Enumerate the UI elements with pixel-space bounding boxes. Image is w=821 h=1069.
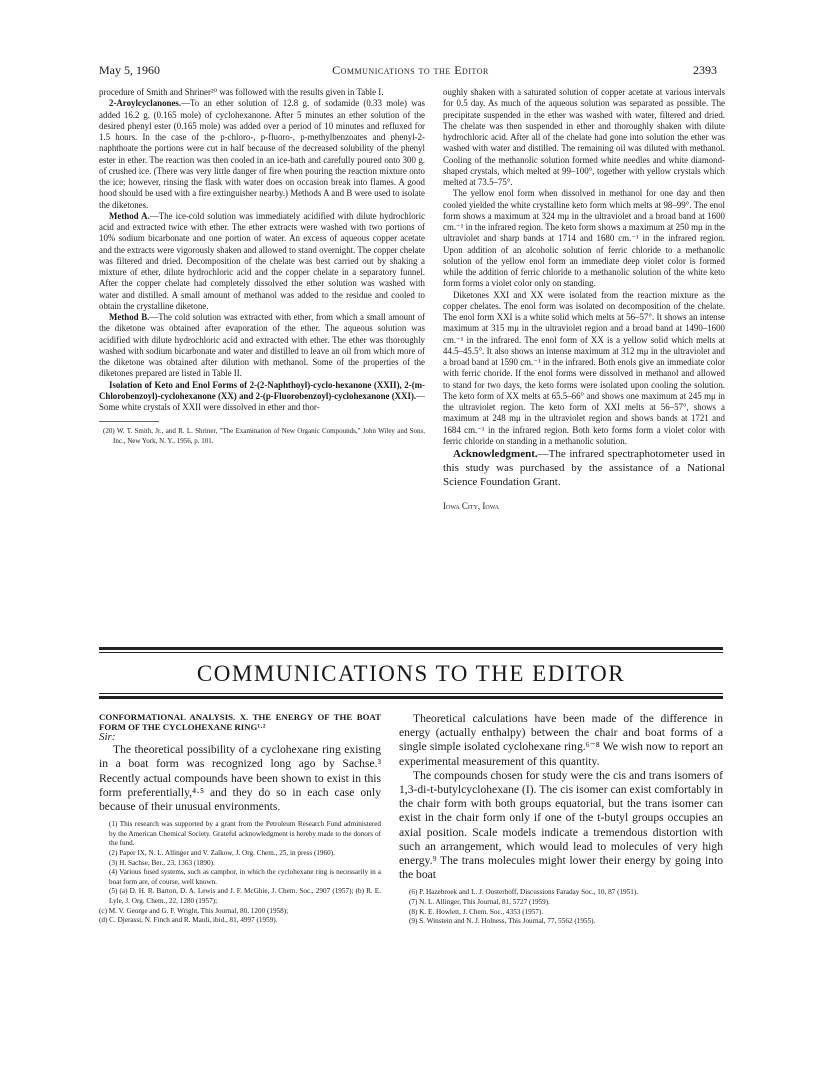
section-heading: Method B. (109, 312, 150, 322)
footnote: (1) This research was supported by a grant from the Petroleum Research Fund administered by the American Chemical Society. Grateful acknowledgment is hereby made to the donors of the fund. (109, 820, 381, 848)
footnote: (c) M. V. George and G. F. Wright, This Journal, 80, 1200 (1958); (99, 906, 289, 915)
section-heading: 2-Aroylcyclanones. (109, 98, 182, 109)
paragraph: The theoretical possibility of a cyclohexane ring existing in a boat form was recognized long ago by Sachse.³ Recently actual compounds have been shown to exist in this form preferentially,⁴·⁵ and they do so in each case only because of their unusual environments. (99, 743, 381, 814)
paragraph: procedure of Smith and Shriner²⁰ was followed with the results given in Table I. (99, 87, 384, 97)
author-location: Iowa City, Iowa (443, 501, 500, 511)
footnotes (399, 888, 723, 926)
section-heading: Method A. (109, 210, 150, 221)
article-body (399, 712, 723, 882)
article-body (99, 743, 381, 814)
acknowledgment-heading: Acknowledgment. (453, 448, 538, 460)
footnote: (5) (a) D. H. R. Barton, D. A. Lewis and J. F. McGhie, J. Chem. Soc., 2907 (1957); (b) R. E. Lyle, J. Org. Chem., 22, 1280 (1957); (109, 887, 381, 906)
paragraph-text: —The ice-cold solution was immediately acidified with dilute hydrochloric acid and extracted twice with ether. The ether extracts were washed with two portions of 10% sodium bicarbonate and one portion of water. An excess of aqueous copper acetate and the extracts were vigorously shaken and allowed to stand overnight. The copper chelate was filtered and dried. Decomposition of the chelate was best carried out by shaking a mixture of ether, dilute hydrochloric acid and the copper chelate in a separatory funnel. After the copper chelate had completely dissolved the ether solution was washed with water and distilled. A small amount of methanol was added to the residue and cooled to obtain the crystalline diketone. (99, 210, 426, 311)
banner-rule-top-thin (99, 652, 723, 653)
paragraph-text: —Some white crystals of XXII were dissolved in ether and thor- (99, 390, 425, 412)
paragraph: The compounds chosen for study were the cis and trans isomers of 1,3-di-t-butylcyclohexane (I). The cis isomer can exist comfortably in the chair form with both groups equatorial, but the trans isomer can exist in the chair form only if one of the t-butyl groups occupies an axial position. Scale models indicate a tremendous distortion with such an arrangement, which would lead to molecules of very high energy.⁹ The trans molecules might lower their energy by going into the boat (399, 768, 723, 882)
paragraph (99, 380, 425, 414)
footnote: (7) N. L. Allinger, This Journal, 81, 5727 (1959). (409, 898, 550, 907)
footnote: (20) W. T. Smith, Jr., and R. L. Shriner, "The Examination of New Organic Compounds," John Wiley and Sons, Inc., New York, N. Y., 1956, p. 101. (103, 427, 425, 446)
footnote: (6) P. Hazebroek and L. J. Oosterhoff, Discussions Faraday Soc., 10, 87 (1951). (409, 888, 639, 897)
section-banner: COMMUNICATIONS TO THE EDITOR (196, 661, 626, 686)
banner-rule-bottom (99, 696, 723, 699)
acknowledgment-text: —The infrared spectraphotometer used in this study was purchased by the assistance of a National Science Foundation Grant. (443, 448, 725, 488)
paragraph: Theoretical calculations have been made of the difference in energy (actually enthalpy) between the chair and boat forms of a single simple isolated cyclohexane ring.⁶⁻⁸ We wish now to report an experimental measurement of this quantity. (399, 712, 723, 768)
paragraph (99, 211, 425, 312)
paragraph: The yellow enol form when dissolved in methanol for one day and then cooled yielded the white crystalline keto form which melts at 98–99°. The enol form shows a maximum at 324 mμ in the ultraviolet and a broad band at 1600 cm.⁻¹ in the infrared region. The keto form shows a maximum at 250 mμ in the ultraviolet and sharp bands at 1714 and 1680 cm.⁻¹ in the infrared region. Upon addition of an alcoholic solution of ferric chloride to a methanolic solution of the yellow enol form an immediate deep violet color is formed while the addition of ferric chloride to a methanolic solution of the white keto form forms a violet color only on standing. (443, 188, 725, 289)
new-article-left-column (99, 712, 381, 926)
paragraph: Diketones XXI and XX were isolated from the reaction mixture as the copper chelates. The enol form was isolated on decomposition of the chelate. The enol form XXI is a white solid which melts at 56–57°. It shows an intense maximum at 315 mμ in the ultraviolet region and a broad band at 1490–1600 cm.⁻¹ in the infrared. The enol form of XX is a yellow solid which melts at 44.5–45.5°. It also shows an intense maximum at 312 mμ in the ultraviolet and a broad band at 1590 cm.⁻¹ in the infrared. Both enols give an immediate color with ferric choride. If the enol forms were dissolved in methanol and allowed to stand for two days, the keto forms were isolated upon cooling the solution. The keto form of XX melts at 65.5–66° and shows one maximum at 245 mμ in the ultraviolet region. The keto form of XXI melts at 56–57°, shows a maximum at 248 mμ in the ultraviolet region and shows bands at 1721 and 1684 cm.⁻¹ in the infrared region. Both keto forms form a violet color with ferric chloride on standing in a methanolic solution. (443, 289, 725, 446)
footnote: (3) H. Sachse, Ber., 23, 1363 (1890). (109, 858, 215, 867)
footnotes (99, 820, 381, 926)
section-heading: Isolation of Keto and Enol Forms of 2-(2-Naphthoyl)-cyclo-hexanone (XXII), 2-(m-Chlorobenzoyl)-cyclohexanone (XX) and 2-(p-Fluorobenzoyl)-cyclohexanone (XXI). (99, 379, 425, 401)
acknowledgment (443, 447, 725, 489)
page-number: 2393 (693, 63, 717, 77)
paragraph (99, 312, 425, 380)
footnote: (d) C. Djerassi, N. Finch and R. Mauli, ibid., 81, 4997 (1959). (99, 916, 278, 925)
salutation: Sir: (99, 731, 116, 743)
footnotes (99, 426, 425, 446)
left-column-continued-article (99, 87, 425, 446)
running-header-title: Communications to the Editor (332, 63, 489, 77)
banner-rule-bottom-thin (99, 693, 723, 694)
running-header-date: May 5, 1960 (99, 63, 160, 77)
footnote: (9) S. Winstein and N. J. Holness, This Journal, 77, 5562 (1955). (409, 917, 596, 926)
paragraph (99, 98, 425, 211)
new-article-right-column (399, 712, 723, 927)
article-title: CONFORMATIONAL ANALYSIS. X. THE ENERGY OF THE BOAT FORM OF THE CYCLOHEXANE RING¹·² (99, 712, 381, 732)
paragraph-text: —To an ether solution of 12.8 g. of sodamide (0.33 mole) was added 16.2 g. (0.165 mole) of cyclohexanone. After 5 minutes an ether solution of the desired phenyl ester (0.165 mole) was added over a period of 10 minutes and refluxed for 1.5 hours. In the case of the p-chloro-, p-fluoro-, p-methylbenzoates and phenyl-2-naphthoate the portions were cut in half because of the decreased solubility of the phenyl ester in ether. The reaction was then cooled in an ice-bath and carefully poured onto 300 g. of crushed ice. (There was very little danger of fire when pouring the reaction mixture onto the ice; however, rinsing the flask with water does on occasion break into flames. A good hood should be used with a fire extinguisher nearby.) Methods A and B were used to isolate the diketones. (99, 98, 425, 210)
footnote-divider (99, 421, 159, 422)
footnote: (4) Various fused systems, such as camphor, in which the cyclohexane ring is necessarily in a boat form are, of course, well known. (109, 868, 381, 886)
footnote: (2) Paper IX, N. L. Allinger and V. Zalkow, J. Org. Chem., 25, in press (1960). (109, 849, 335, 858)
paragraph: oughly shaken with a saturated solution of copper acetate at various intervals for 0.5 day. As much of the aqueous solution was separated as possible. The precipitate suspended in the ether was washed with water, filtered and dried. The chelate was then suspended in ether and thoroughly shaken with dilute hydrochloric acid. After all of the chelate had gone into solution the ether was washed with water and distilled. The remaining oil was diluted with methanol. Cooling of the methanolic solution formed white needles and white diamond-shaped crystals, which melted at 99–100°, together with yellow crystals which melted at 73.5–75°. (443, 87, 725, 187)
right-column-continued-article (443, 87, 725, 512)
banner-rule-top (99, 647, 723, 650)
footnote: (8) K. E. Howlett, J. Chem. Soc., 4353 (1957). (409, 907, 544, 916)
paragraph-text: —The cold solution was extracted with ether, from which a small amount of the diketone was obtained after evaporation of the ether. The aqueous solution was acidified with dilute hydrochloric acid and extracted with ether. The ether was thoroughly washed with sodium bicarbonate and water and distilled to leave an oil from which more of the diketone was obtained after dilution with methanol. Some of the properties of the diketones prepared are listed in Table II. (99, 312, 426, 379)
